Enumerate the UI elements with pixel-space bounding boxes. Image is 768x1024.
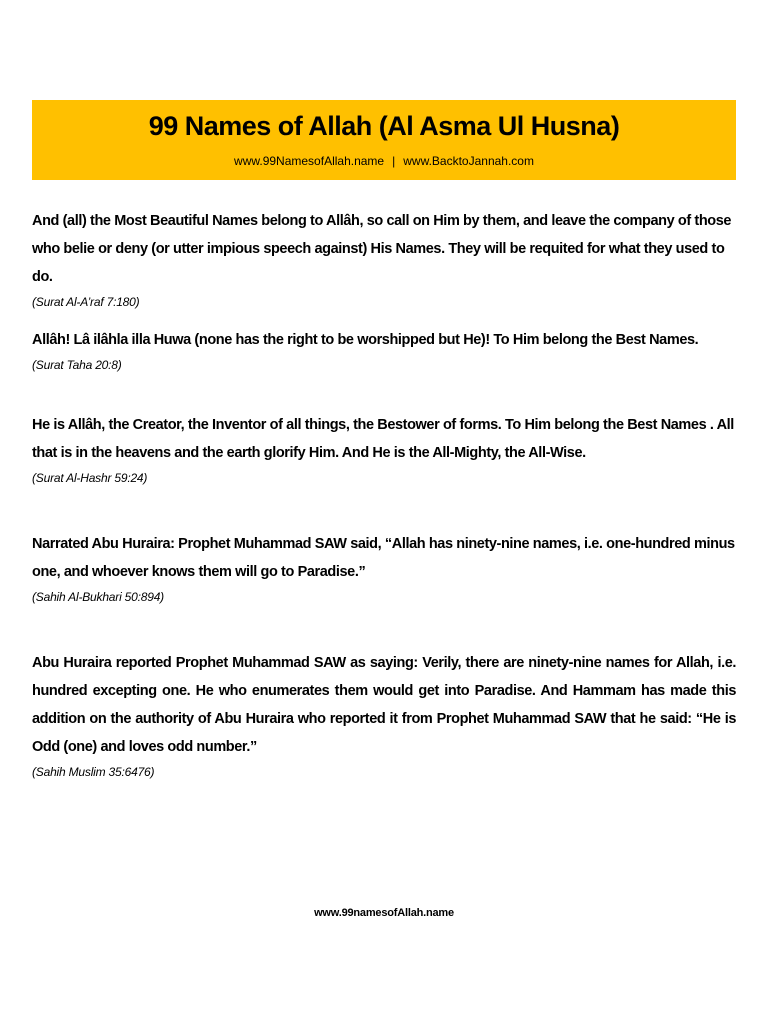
quote-block-4 <box>32 530 736 606</box>
quote-source: (Surat Al-A’raf 7:180) <box>32 295 140 309</box>
quote-source: (Surat Taha 20:8) <box>32 358 122 372</box>
quote-block-5 <box>32 649 736 781</box>
quote-source: (Surat Al-Hashr 59:24) <box>32 471 148 485</box>
header-link-backtojannah[interactable]: www.BacktoJannah.com <box>403 154 534 168</box>
header-link-separator: | <box>392 154 396 168</box>
quote-text: Narrated Abu Huraira: Prophet Muhammad SAW said, “Allah has ninety-nine names, i.e. one-hundred minus one, and whoever knows them will go to Paradise.” <box>32 536 735 580</box>
header-links <box>32 152 736 170</box>
quote-source: (Sahih Al-Bukhari 50:894) <box>32 590 164 604</box>
quote-source: (Sahih Muslim 35:6476) <box>32 765 155 779</box>
quote-block-1 <box>32 207 736 311</box>
page-title: 99 Names of Allah (Al Asma Ul Husna) <box>148 111 620 141</box>
quote-text: Allâh! Lâ ilâhla illa Huwa (none has the right to be worshipped but He)! To Him belong the Best Names. <box>32 332 699 348</box>
quote-text: He is Allâh, the Creator, the Inventor of all things, the Bestower of forms. To Him belong the Best Names . All that is in the heavens and the earth glorify Him. And He is the All-Mighty, the All-Wise. <box>32 417 734 461</box>
quote-block-2 <box>32 326 736 374</box>
footer-link[interactable]: www.99namesofAllah.name <box>314 907 454 919</box>
header-link-99names[interactable]: www.99NamesofAllah.name <box>234 154 385 168</box>
quote-block-3 <box>32 411 736 487</box>
quote-text: And (all) the Most Beautiful Names belong to Allâh, so call on Him by them, and leave the company of those who belie or deny (or utter impious speech against) His Names. They will be requited for what they used to do. <box>32 213 732 285</box>
header-banner <box>32 100 736 180</box>
quote-text: Abu Huraira reported Prophet Muhammad SAW as saying: Verily, there are ninety-nine names for Allah, i.e. hundred excepting one. He who enumerates them would get into Paradise. And Hammam has made this addition on the authority of Abu Huraira who reported it from Prophet Muhammad SAW that he said: “He is Odd (one) and loves odd number.” <box>32 655 736 755</box>
